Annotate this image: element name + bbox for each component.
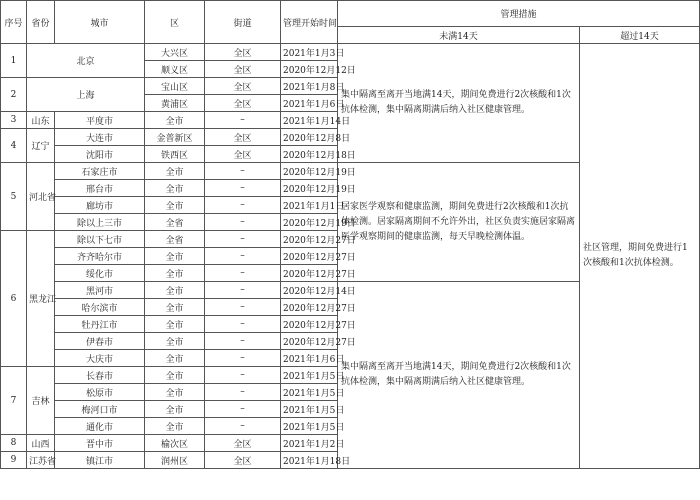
district-cell: 全市: [145, 163, 205, 180]
district-cell: 全省: [145, 231, 205, 248]
street-cell: –: [205, 231, 281, 248]
province-cell: 山西: [27, 435, 55, 452]
district-cell: 全市: [145, 299, 205, 316]
seq-cell: 5: [1, 163, 27, 231]
province-cell: 北京: [27, 44, 145, 78]
time-cell: 2020年12月27日: [281, 248, 338, 265]
city-cell: 绥化市: [55, 265, 145, 282]
province-cell: 吉林: [27, 367, 55, 435]
street-cell: –: [205, 265, 281, 282]
city-cell: 平度市: [55, 112, 145, 129]
city-cell: 牡丹江市: [55, 316, 145, 333]
time-cell: 2021年1月6日: [281, 350, 338, 367]
time-cell: 2020年12月27日: [281, 231, 338, 248]
time-cell: 2021年1月18日: [281, 452, 338, 469]
header-measures: 管理措施: [338, 1, 700, 27]
city-cell: 通化市: [55, 418, 145, 435]
time-cell: 2021年1月5日: [281, 418, 338, 435]
header-street: 街道: [205, 1, 281, 44]
province-cell: 辽宁: [27, 129, 55, 163]
district-cell: 黄浦区: [145, 95, 205, 112]
district-cell: 顺义区: [145, 61, 205, 78]
district-cell: 宝山区: [145, 78, 205, 95]
city-cell: 梅河口市: [55, 401, 145, 418]
city-cell: 长春市: [55, 367, 145, 384]
province-cell: 黑龙江: [27, 231, 55, 367]
time-cell: 2021年1月2日: [281, 435, 338, 452]
city-cell: 廊坊市: [55, 197, 145, 214]
district-cell: 全市: [145, 112, 205, 129]
time-cell: 2020年12月27日: [281, 316, 338, 333]
street-cell: 全区: [205, 78, 281, 95]
street-cell: 全区: [205, 146, 281, 163]
street-cell: 全区: [205, 61, 281, 78]
city-cell: 除以上三市: [55, 214, 145, 231]
time-cell: 2021年1月5日: [281, 367, 338, 384]
time-cell: 2020年12月27日: [281, 265, 338, 282]
district-cell: 全市: [145, 197, 205, 214]
time-cell: 2020年12月8日: [281, 129, 338, 146]
time-cell: 2020年12月12日: [281, 61, 338, 78]
district-cell: 全市: [145, 350, 205, 367]
time-cell: 2021年1月8日: [281, 78, 338, 95]
street-cell: –: [205, 316, 281, 333]
city-cell: 镇江市: [55, 452, 145, 469]
district-cell: 铁西区: [145, 146, 205, 163]
city-cell: 哈尔滨市: [55, 299, 145, 316]
street-cell: –: [205, 180, 281, 197]
header-province: 省份: [27, 1, 55, 44]
city-cell: 黑河市: [55, 282, 145, 299]
seq-cell: 4: [1, 129, 27, 163]
measure-over-14: 社区管理，期间免费进行1次核酸和1次抗体检测。: [580, 44, 700, 469]
city-cell: 齐齐哈尔市: [55, 248, 145, 265]
district-cell: 全市: [145, 333, 205, 350]
district-cell: 榆次区: [145, 435, 205, 452]
city-cell: 晋中市: [55, 435, 145, 452]
street-cell: –: [205, 401, 281, 418]
header-start-time: 管理开始时间: [281, 1, 338, 44]
district-cell: 全市: [145, 265, 205, 282]
seq-cell: 9: [1, 452, 27, 469]
seq-cell: 6: [1, 231, 27, 367]
street-cell: 全区: [205, 44, 281, 61]
city-cell: 伊春市: [55, 333, 145, 350]
header-city: 城市: [55, 1, 145, 44]
header-over-14: 超过14天: [580, 27, 700, 44]
header-seq: 序号: [1, 1, 27, 44]
district-cell: 润州区: [145, 452, 205, 469]
district-cell: 全市: [145, 180, 205, 197]
street-cell: 全区: [205, 452, 281, 469]
district-cell: 全市: [145, 418, 205, 435]
city-cell: 大连市: [55, 129, 145, 146]
seq-cell: 7: [1, 367, 27, 435]
street-cell: 全区: [205, 129, 281, 146]
header-district: 区: [145, 1, 205, 44]
district-cell: 全市: [145, 384, 205, 401]
district-cell: 金普新区: [145, 129, 205, 146]
seq-cell: 8: [1, 435, 27, 452]
street-cell: –: [205, 214, 281, 231]
district-cell: 全市: [145, 248, 205, 265]
city-cell: 沈阳市: [55, 146, 145, 163]
table-row: [1, 44, 700, 61]
district-cell: 全市: [145, 282, 205, 299]
measure-text-2: 居家医学观察和健康监测，期间免费进行2次核酸和1次抗体检测。居家隔离期间不允许外出，社区负责实施居家隔离医学观察期间的健康监测，每天早晚检测体温。: [338, 163, 580, 282]
province-cell: 江苏省: [27, 452, 55, 469]
street-cell: –: [205, 367, 281, 384]
seq-cell: 3: [1, 112, 27, 129]
street-cell: –: [205, 112, 281, 129]
time-cell: 2020年12月18日: [281, 146, 338, 163]
street-cell: 全区: [205, 435, 281, 452]
time-cell: 2020年12月19日: [281, 214, 338, 231]
city-cell: 松原市: [55, 384, 145, 401]
time-cell: 2021年1月14日: [281, 112, 338, 129]
seq-cell: 2: [1, 78, 27, 112]
city-cell: 除以下七市: [55, 231, 145, 248]
street-cell: –: [205, 333, 281, 350]
province-cell: 河北省: [27, 163, 55, 231]
province-cell: 山东: [27, 112, 55, 129]
seq-cell: 1: [1, 44, 27, 78]
header-under-14: 未满14天: [338, 27, 580, 44]
street-cell: –: [205, 197, 281, 214]
district-cell: 全市: [145, 401, 205, 418]
street-cell: –: [205, 384, 281, 401]
district-cell: 全省: [145, 214, 205, 231]
city-cell: 石家庄市: [55, 163, 145, 180]
city-cell: 邢台市: [55, 180, 145, 197]
district-cell: 全市: [145, 367, 205, 384]
time-cell: 2020年12月19日: [281, 163, 338, 180]
province-cell: 上海: [27, 78, 145, 112]
city-cell: 大庆市: [55, 350, 145, 367]
time-cell: 2020年12月14日: [281, 282, 338, 299]
street-cell: –: [205, 350, 281, 367]
time-cell: 2021年1月5日: [281, 384, 338, 401]
time-cell: 2020年12月27日: [281, 299, 338, 316]
time-cell: 2020年12月27日: [281, 333, 338, 350]
street-cell: –: [205, 163, 281, 180]
time-cell: 2021年1月1日: [281, 197, 338, 214]
time-cell: 2021年1月3日: [281, 44, 338, 61]
street-cell: –: [205, 248, 281, 265]
street-cell: –: [205, 282, 281, 299]
district-cell: 全市: [145, 316, 205, 333]
street-cell: –: [205, 299, 281, 316]
time-cell: 2020年12月19日: [281, 180, 338, 197]
district-cell: 大兴区: [145, 44, 205, 61]
time-cell: 2021年1月6日: [281, 95, 338, 112]
measure-text-3: 集中隔离至离开当地满14天，期间免费进行2次核酸和1次抗体检测，集中隔离期满后纳入社区健康管理。: [338, 282, 580, 469]
street-cell: 全区: [205, 95, 281, 112]
street-cell: –: [205, 418, 281, 435]
time-cell: 2021年1月5日: [281, 401, 338, 418]
measure-text-1: 集中隔离至离开当地满14天，期间免费进行2次核酸和1次抗体检测，集中隔离期满后纳入社区健康管理。: [338, 44, 580, 163]
